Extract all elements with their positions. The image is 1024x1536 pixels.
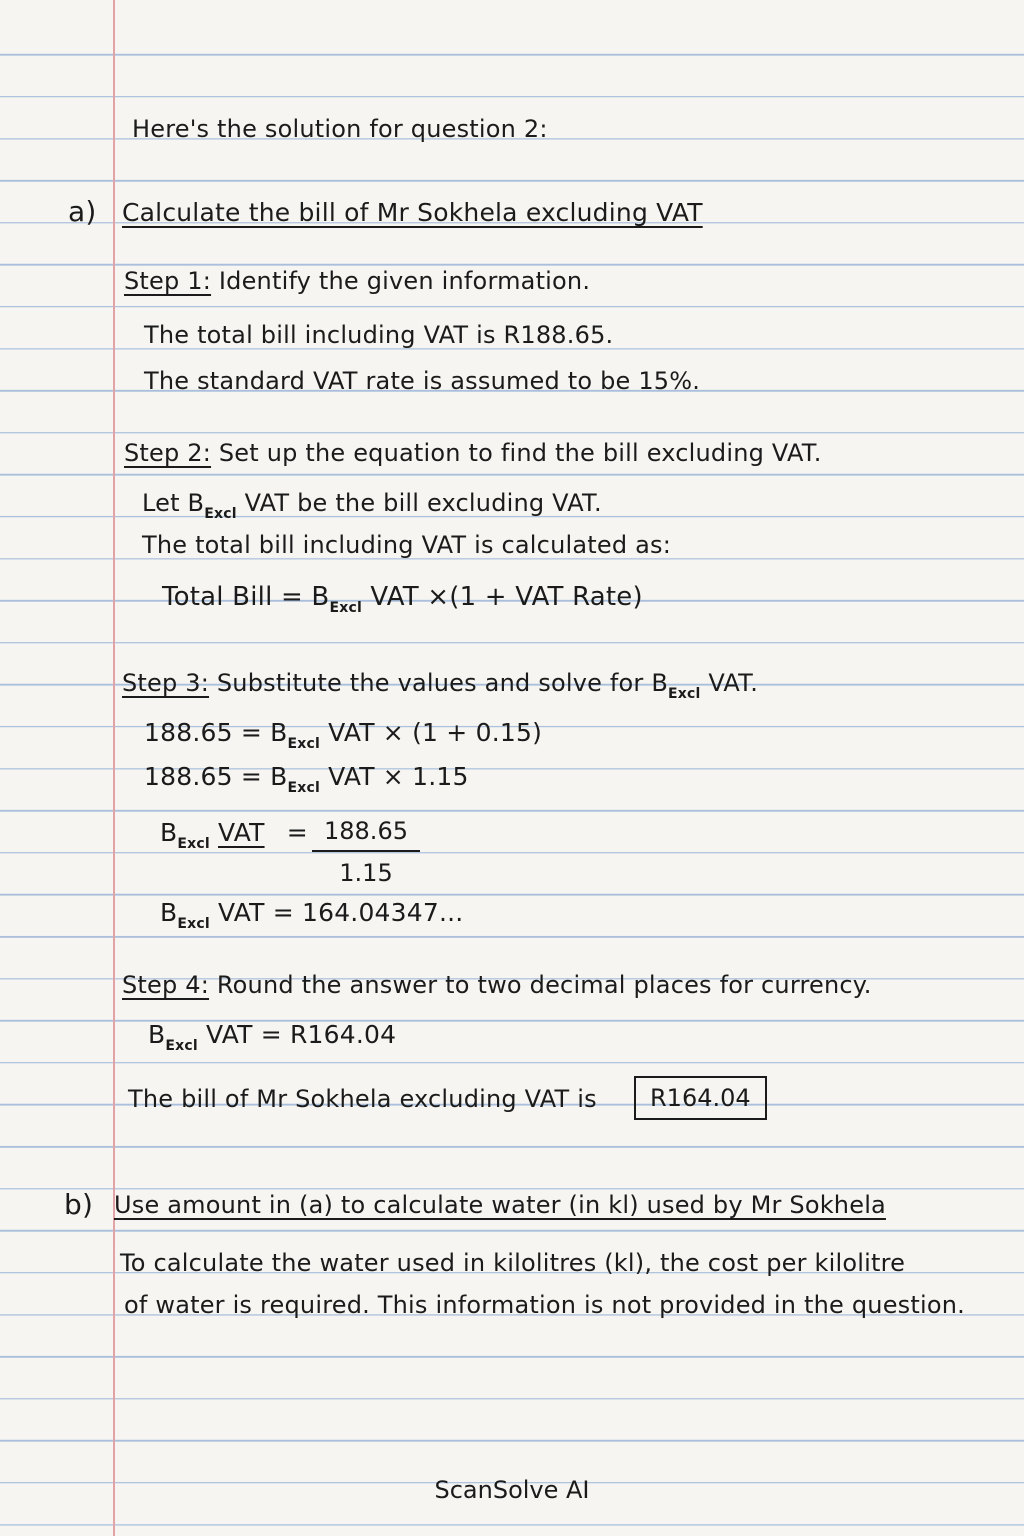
step3-text-suffix: VAT. — [708, 669, 759, 697]
part-a-heading: Calculate the bill of Mr Sokhela excluding VAT — [122, 198, 703, 227]
step4-equation — [148, 1020, 396, 1061]
excl-subscript: Excl — [177, 836, 210, 852]
excl-subscript: Excl — [165, 1038, 198, 1054]
step2-title: Step 2: — [124, 439, 212, 467]
excl-subscript: Excl — [204, 506, 237, 522]
frac-equals: = — [286, 818, 308, 847]
part-b-heading: Use amount in (a) to calculate water (in kl) used by Mr Sokhela — [114, 1191, 886, 1219]
step3-text-prefix: Substitute the values and solve for B — [216, 669, 668, 697]
step1-line-2: The standard VAT rate is assumed to be 15%. — [144, 367, 701, 395]
part-b-line-2: of water is required. This information is not provided in the question. — [124, 1291, 965, 1319]
part-b-label: b) — [64, 1188, 94, 1221]
eq-left: Total Bill = B — [162, 582, 330, 612]
step4-eq-right: VAT = R164.04 — [206, 1020, 397, 1049]
eq2-left: 188.65 = B — [144, 762, 288, 791]
step3-fraction — [312, 816, 420, 888]
excl-subscript: Excl — [177, 916, 210, 932]
margin-line — [113, 0, 115, 1536]
step1-row — [124, 266, 590, 296]
part-a-label: a) — [68, 195, 97, 228]
frac-left-b: B — [160, 818, 178, 847]
step3-result — [160, 898, 463, 939]
step2-text: Set up the equation to find the bill excluding VAT. — [218, 439, 822, 467]
eq1-right: VAT × (1 + 0.15) — [328, 718, 543, 747]
step4-text: Round the answer to two decimal places for currency. — [216, 971, 872, 999]
step2-calc-line: The total bill including VAT is calculated as: — [142, 531, 671, 559]
step2-row — [124, 438, 822, 468]
fraction-denominator: 1.15 — [339, 859, 393, 887]
step1-line-1: The total bill including VAT is R188.65. — [144, 321, 614, 349]
excl-subscript: Excl — [668, 686, 701, 702]
step3-eq1 — [144, 718, 542, 759]
step3-eq2 — [144, 762, 469, 803]
result-right: VAT = 164.04347... — [218, 898, 464, 927]
result-left: B — [160, 898, 178, 927]
step1-title: Step 1: — [124, 267, 212, 295]
excl-subscript: Excl — [287, 780, 320, 796]
eq2-right: VAT × 1.15 — [328, 762, 469, 791]
intro-text: Here's the solution for question 2: — [132, 115, 548, 143]
answer-box: R164.04 — [634, 1076, 767, 1120]
step3-title: Step 3: — [122, 669, 210, 697]
step4-row — [122, 970, 872, 1000]
step2-let-line — [142, 488, 602, 529]
frac-left-vat: VAT — [218, 818, 265, 847]
step3-frac-left — [160, 818, 308, 859]
step4-conclusion: The bill of Mr Sokhela excluding VAT is — [128, 1085, 597, 1113]
part-b-line-1: To calculate the water used in kilolitres (kl), the cost per kilolitre — [120, 1249, 906, 1277]
eq1-left: 188.65 = B — [144, 718, 288, 747]
step3-row — [122, 668, 758, 709]
let-suffix: VAT be the bill excluding VAT. — [244, 489, 602, 517]
let-prefix: Let B — [142, 489, 205, 517]
step4-title: Step 4: — [122, 971, 210, 999]
excl-subscript: Excl — [287, 736, 320, 752]
footer-brand: ScanSolve AI — [434, 1476, 590, 1504]
step2-equation — [162, 582, 643, 623]
step1-text: Identify the given information. — [218, 267, 591, 295]
eq-right: VAT ×(1 + VAT Rate) — [370, 582, 643, 612]
excl-subscript: Excl — [329, 600, 362, 616]
step4-eq-left: B — [148, 1020, 166, 1049]
fraction-numerator: 188.65 — [312, 816, 420, 852]
